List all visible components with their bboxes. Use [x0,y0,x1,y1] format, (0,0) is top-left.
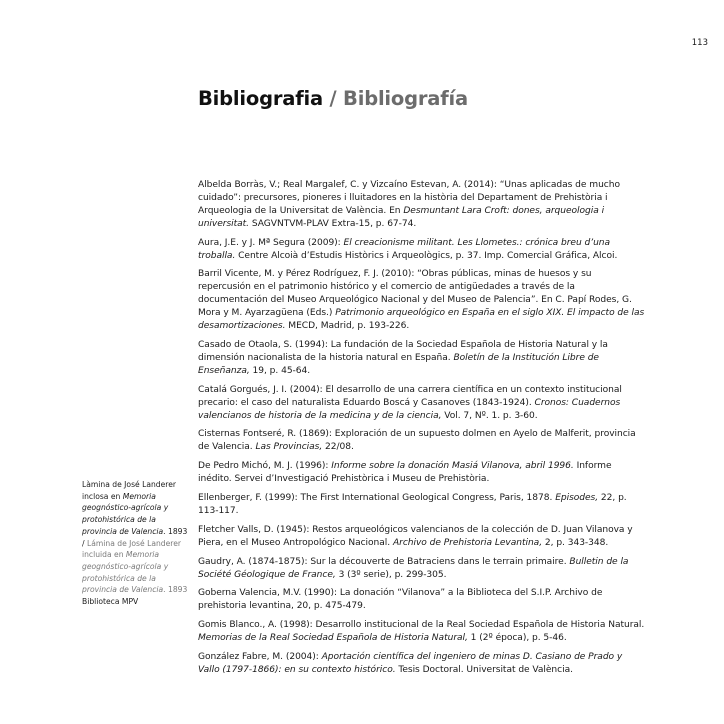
caption-credit: Biblioteca MPV [82,597,139,607]
reference-item: González Fabre, M. (2004): Aportación científica del ingeniero de minas D. Casiano de Prado y Vallo (1797-1866): en su contexto histórico. Tesis Doctoral. Universitat de València. [198,652,623,675]
reference-item: Barril Vicente, M. y Pérez Rodríguez, F. J. (2010): “Obras públicas, minas de huesos y su repercusión en el patrimonio histórico y el comercio de antigüedades a través de la documentación del Museo Arqueológico Nacional y del Museo de Palencia”. En C. Papí Rodes, G. Mora y M. Ayarzagüena (Eds.) Patrimonio arqueológico en España en el siglo XIX. El impacto de las desamortizaciones. MECD, Madrid, p. 193-226. [198,269,645,332]
reference-item: Ellenberger, F. (1999): The First International Geological Congress, Paris, 1878. Episodes, 22, p. 113-117. [198,493,627,516]
reference-item: Casado de Otaola, S. (1994): La fundación de la Sociedad Española de Historia Natural y la dimensión nacionalista de la historia natural en España. Boletín de la Institución Libre de Enseñanza, 19, p. 45-64. [198,339,608,376]
page-title [198,87,468,110]
figure-caption: Làmina de José Landerer inclosa en Memoria geognóstico-agrícola y protohistórica de la provincia de Valencia. 1893 / Lámina de José Landerer incluida en Memoria geognóstico-agrícola y protohistórica de la provincia de Valencia. 1893 Biblioteca MPV [82,480,188,607]
reference-item: Gaudry, A. (1874-1875): Sur la découverte de Batraciens dans le terrain primaire. Bulletin de la Société Géologique de France, 3 (3º serie), p. 299-305. [198,556,629,580]
bibliography-list [198,179,646,683]
page-number: 113 [691,38,708,48]
reference-item: Catalá Gorgués, J. I. (2004): El desarrollo de una carrera científica en un contexto institucional precario: el caso del naturalista Eduardo Boscá y Casanoves (1843-1924). Cronos: Cuadernos valencianos de historia de la medicina y de la ciencia, Vol. 7, Nº. 1. p. 3-60. [198,384,622,421]
reference-item: De Pedro Michó, M. J. (1996): Informe sobre la donación Masiá Vilanova, abril 1996. Informe inédito. Servei d’Investigació Prehistòrica i Museu de Prehistòria. [198,461,612,485]
title-separator: / [322,87,344,110]
reference-item: Aura, J.E. y J. Mª Segura (2009): El creacionisme militant. Les Llometes.: crónica breu d’una troballa. Centre Alcoià d’Estudis Històrics i Arqueològics, p. 37. Imp. Comercial Gráfica, Alcoi. [198,237,618,261]
title-valencian: Bibliografia [198,87,323,110]
reference-item: Goberna Valencia, M.V. (1990): La donación “Vilanova” a la Biblioteca del S.I.P. Archivo de prehistoria levantina, 20, p. 475-479. [198,588,603,612]
reference-item: Cisternas Fontseré, R. (1869): Exploración de un supuesto dolmen en Ayelo de Malferit, provincia de Valencia. Las Provincias, 22/08. [198,429,636,453]
title-spanish: Bibliografía [343,87,468,110]
reference-item: Albelda Borràs, V.; Real Margalef, C. y Vizcaíno Estevan, A. (2014): “Unas aplicadas de mucho cuidado”: precursores, pioneres i lluitadores en la història del Departament de Prehistòria i Arqueologia de la Universitat de València. En Desmuntant Lara Croft: dones, arqueologia i universitat. SAGVNTVM-PLAV Extra-15, p. 67-74. [198,180,620,229]
reference-item: Gomis Blanco., A. (1998): Desarrollo institucional de la Real Sociedad Española de Historia Natural. Memorias de la Real Sociedad Española de Historia Natural, 1 (2º época), p. 5-46. [198,620,645,644]
reference-item: Fletcher Valls, D. (1945): Restos arqueológicos valencianos de la colección de D. Juan Vilanova y Piera, en el Museo Antropológico Nacional. Archivo de Prehistoria Levantina, 2, p. 343-348. [198,524,633,548]
